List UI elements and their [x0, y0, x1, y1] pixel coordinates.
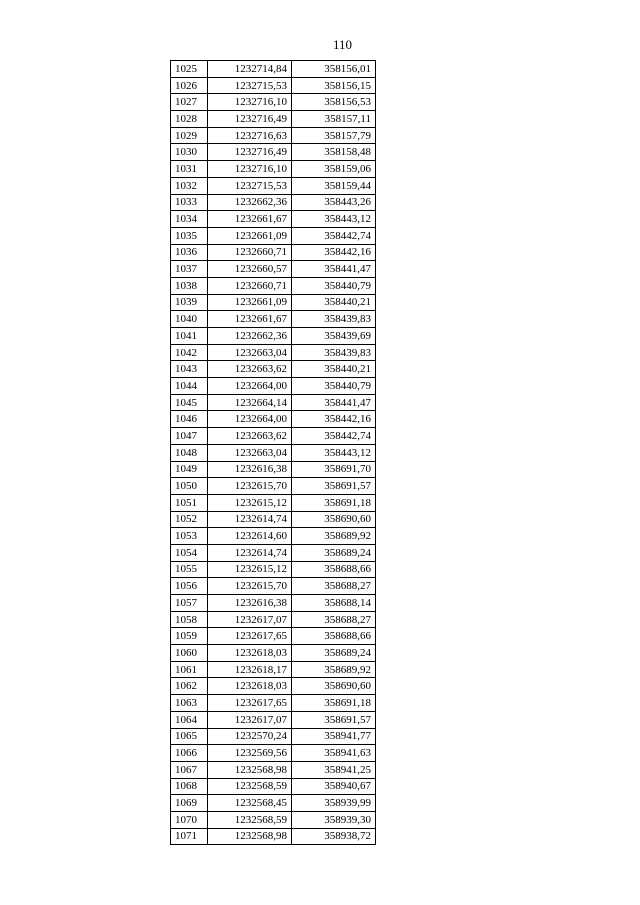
y-coordinate-cell: 358688,66: [292, 628, 376, 645]
x-coordinate-cell: 1232616,38: [208, 461, 292, 478]
point-number-cell: 1056: [171, 578, 208, 595]
table-row: [171, 394, 376, 411]
table-row: [171, 328, 376, 345]
table-row: [171, 61, 376, 78]
point-number-cell: 1029: [171, 127, 208, 144]
point-number-cell: 1053: [171, 528, 208, 545]
table-row: [171, 645, 376, 662]
x-coordinate-cell: 1232661,67: [208, 311, 292, 328]
x-coordinate-cell: 1232664,00: [208, 411, 292, 428]
table-row: [171, 311, 376, 328]
x-coordinate-cell: 1232664,00: [208, 378, 292, 395]
x-coordinate-cell: 1232617,65: [208, 695, 292, 712]
table-row: [171, 461, 376, 478]
y-coordinate-cell: 358691,18: [292, 494, 376, 511]
point-number-cell: 1028: [171, 111, 208, 128]
table-row: [171, 561, 376, 578]
table-row: [171, 127, 376, 144]
point-number-cell: 1069: [171, 795, 208, 812]
x-coordinate-cell: 1232618,17: [208, 661, 292, 678]
y-coordinate-cell: 358440,79: [292, 378, 376, 395]
x-coordinate-cell: 1232568,45: [208, 795, 292, 812]
table-row: [171, 277, 376, 294]
table-row: [171, 661, 376, 678]
table-row: [171, 528, 376, 545]
y-coordinate-cell: 358940,67: [292, 778, 376, 795]
point-number-cell: 1046: [171, 411, 208, 428]
y-coordinate-cell: 358442,74: [292, 227, 376, 244]
point-number-cell: 1071: [171, 828, 208, 845]
x-coordinate-cell: 1232662,36: [208, 328, 292, 345]
x-coordinate-cell: 1232616,38: [208, 595, 292, 612]
point-number-cell: 1026: [171, 77, 208, 94]
x-coordinate-cell: 1232568,59: [208, 778, 292, 795]
x-coordinate-cell: 1232716,63: [208, 127, 292, 144]
point-number-cell: 1065: [171, 728, 208, 745]
x-coordinate-cell: 1232663,62: [208, 428, 292, 445]
y-coordinate-cell: 358157,11: [292, 111, 376, 128]
y-coordinate-cell: 358440,79: [292, 277, 376, 294]
point-number-cell: 1064: [171, 711, 208, 728]
table-row: [171, 711, 376, 728]
point-number-cell: 1039: [171, 294, 208, 311]
point-number-cell: 1067: [171, 761, 208, 778]
point-number-cell: 1041: [171, 328, 208, 345]
table-row: [171, 261, 376, 278]
y-coordinate-cell: 358938,72: [292, 828, 376, 845]
point-number-cell: 1048: [171, 444, 208, 461]
y-coordinate-cell: 358689,24: [292, 544, 376, 561]
table-row: [171, 361, 376, 378]
x-coordinate-cell: 1232614,74: [208, 511, 292, 528]
y-coordinate-cell: 358939,99: [292, 795, 376, 812]
y-coordinate-cell: 358439,69: [292, 328, 376, 345]
y-coordinate-cell: 358156,53: [292, 94, 376, 111]
y-coordinate-cell: 358158,48: [292, 144, 376, 161]
table-row: [171, 678, 376, 695]
page-number: 110: [333, 37, 353, 52]
x-coordinate-cell: 1232617,07: [208, 711, 292, 728]
y-coordinate-cell: 358690,60: [292, 511, 376, 528]
x-coordinate-cell: 1232569,56: [208, 745, 292, 762]
y-coordinate-cell: 358157,79: [292, 127, 376, 144]
y-coordinate-cell: 358156,15: [292, 77, 376, 94]
y-coordinate-cell: 358941,77: [292, 728, 376, 745]
point-number-cell: 1058: [171, 611, 208, 628]
y-coordinate-cell: 358941,25: [292, 761, 376, 778]
table-row: [171, 227, 376, 244]
table-row: [171, 761, 376, 778]
y-coordinate-cell: 358689,92: [292, 528, 376, 545]
x-coordinate-cell: 1232716,49: [208, 111, 292, 128]
y-coordinate-cell: 358441,47: [292, 261, 376, 278]
y-coordinate-cell: 358443,12: [292, 211, 376, 228]
y-coordinate-cell: 358688,66: [292, 561, 376, 578]
table-row: [171, 378, 376, 395]
point-number-cell: 1062: [171, 678, 208, 695]
x-coordinate-cell: 1232716,10: [208, 94, 292, 111]
x-coordinate-cell: 1232660,71: [208, 277, 292, 294]
x-coordinate-cell: 1232614,74: [208, 544, 292, 561]
point-number-cell: 1047: [171, 428, 208, 445]
point-number-cell: 1066: [171, 745, 208, 762]
y-coordinate-cell: 358442,16: [292, 411, 376, 428]
table-row: [171, 595, 376, 612]
y-coordinate-cell: 358156,01: [292, 61, 376, 78]
table-row: [171, 411, 376, 428]
y-coordinate-cell: 358691,18: [292, 695, 376, 712]
point-number-cell: 1068: [171, 778, 208, 795]
table-row: [171, 77, 376, 94]
y-coordinate-cell: 358941,63: [292, 745, 376, 762]
point-number-cell: 1032: [171, 177, 208, 194]
y-coordinate-cell: 358440,21: [292, 361, 376, 378]
y-coordinate-cell: 358691,57: [292, 478, 376, 495]
table-row: [171, 194, 376, 211]
point-number-cell: 1031: [171, 161, 208, 178]
x-coordinate-cell: 1232716,10: [208, 161, 292, 178]
table-row: [171, 828, 376, 845]
point-number-cell: 1044: [171, 378, 208, 395]
y-coordinate-cell: 358443,12: [292, 444, 376, 461]
table-row: [171, 695, 376, 712]
x-coordinate-cell: 1232660,57: [208, 261, 292, 278]
point-number-cell: 1038: [171, 277, 208, 294]
table-row: [171, 795, 376, 812]
table-row: [171, 294, 376, 311]
y-coordinate-cell: 358939,30: [292, 811, 376, 828]
coordinates-table: [170, 60, 376, 845]
x-coordinate-cell: 1232568,98: [208, 828, 292, 845]
table-row: [171, 494, 376, 511]
table-row: [171, 544, 376, 561]
y-coordinate-cell: 358691,70: [292, 461, 376, 478]
y-coordinate-cell: 358159,06: [292, 161, 376, 178]
point-number-cell: 1051: [171, 494, 208, 511]
x-coordinate-cell: 1232618,03: [208, 678, 292, 695]
table-row: [171, 778, 376, 795]
point-number-cell: 1045: [171, 394, 208, 411]
x-coordinate-cell: 1232615,12: [208, 561, 292, 578]
y-coordinate-cell: 358439,83: [292, 311, 376, 328]
y-coordinate-cell: 358689,24: [292, 645, 376, 662]
y-coordinate-cell: 358689,92: [292, 661, 376, 678]
x-coordinate-cell: 1232614,60: [208, 528, 292, 545]
point-number-cell: 1060: [171, 645, 208, 662]
y-coordinate-cell: 358688,27: [292, 611, 376, 628]
x-coordinate-cell: 1232661,67: [208, 211, 292, 228]
point-number-cell: 1043: [171, 361, 208, 378]
y-coordinate-cell: 358688,27: [292, 578, 376, 595]
table-row: [171, 478, 376, 495]
y-coordinate-cell: 358443,26: [292, 194, 376, 211]
point-number-cell: 1059: [171, 628, 208, 645]
x-coordinate-cell: 1232661,09: [208, 294, 292, 311]
table-row: [171, 344, 376, 361]
table-row: [171, 111, 376, 128]
x-coordinate-cell: 1232715,53: [208, 77, 292, 94]
point-number-cell: 1050: [171, 478, 208, 495]
x-coordinate-cell: 1232662,36: [208, 194, 292, 211]
x-coordinate-cell: 1232615,70: [208, 578, 292, 595]
y-coordinate-cell: 358688,14: [292, 595, 376, 612]
point-number-cell: 1055: [171, 561, 208, 578]
table-row: [171, 511, 376, 528]
y-coordinate-cell: 358442,16: [292, 244, 376, 261]
x-coordinate-cell: 1232568,59: [208, 811, 292, 828]
y-coordinate-cell: 358441,47: [292, 394, 376, 411]
x-coordinate-cell: 1232661,09: [208, 227, 292, 244]
point-number-cell: 1036: [171, 244, 208, 261]
point-number-cell: 1052: [171, 511, 208, 528]
table-row: [171, 578, 376, 595]
x-coordinate-cell: 1232617,65: [208, 628, 292, 645]
point-number-cell: 1070: [171, 811, 208, 828]
table-row: [171, 177, 376, 194]
x-coordinate-cell: 1232715,53: [208, 177, 292, 194]
point-number-cell: 1049: [171, 461, 208, 478]
x-coordinate-cell: 1232663,04: [208, 344, 292, 361]
x-coordinate-cell: 1232664,14: [208, 394, 292, 411]
table-row: [171, 161, 376, 178]
table-row: [171, 144, 376, 161]
y-coordinate-cell: 358691,57: [292, 711, 376, 728]
table-row: [171, 244, 376, 261]
x-coordinate-cell: 1232615,70: [208, 478, 292, 495]
point-number-cell: 1027: [171, 94, 208, 111]
x-coordinate-cell: 1232716,49: [208, 144, 292, 161]
y-coordinate-cell: 358159,44: [292, 177, 376, 194]
point-number-cell: 1063: [171, 695, 208, 712]
point-number-cell: 1057: [171, 595, 208, 612]
y-coordinate-cell: 358440,21: [292, 294, 376, 311]
point-number-cell: 1035: [171, 227, 208, 244]
y-coordinate-cell: 358442,74: [292, 428, 376, 445]
point-number-cell: 1033: [171, 194, 208, 211]
x-coordinate-cell: 1232618,03: [208, 645, 292, 662]
table-row: [171, 94, 376, 111]
x-coordinate-cell: 1232663,62: [208, 361, 292, 378]
table-row: [171, 745, 376, 762]
table-row: [171, 611, 376, 628]
x-coordinate-cell: 1232617,07: [208, 611, 292, 628]
point-number-cell: 1040: [171, 311, 208, 328]
x-coordinate-cell: 1232615,12: [208, 494, 292, 511]
x-coordinate-cell: 1232570,24: [208, 728, 292, 745]
point-number-cell: 1030: [171, 144, 208, 161]
y-coordinate-cell: 358439,83: [292, 344, 376, 361]
table-row: [171, 811, 376, 828]
x-coordinate-cell: 1232714,84: [208, 61, 292, 78]
table-row: [171, 444, 376, 461]
table-row: [171, 211, 376, 228]
x-coordinate-cell: 1232568,98: [208, 761, 292, 778]
point-number-cell: 1042: [171, 344, 208, 361]
table-row: [171, 628, 376, 645]
table-row: [171, 728, 376, 745]
point-number-cell: 1034: [171, 211, 208, 228]
point-number-cell: 1054: [171, 544, 208, 561]
coordinates-table-body: [171, 61, 376, 845]
point-number-cell: 1037: [171, 261, 208, 278]
table-row: [171, 428, 376, 445]
x-coordinate-cell: 1232660,71: [208, 244, 292, 261]
x-coordinate-cell: 1232663,04: [208, 444, 292, 461]
y-coordinate-cell: 358690,60: [292, 678, 376, 695]
point-number-cell: 1025: [171, 61, 208, 78]
point-number-cell: 1061: [171, 661, 208, 678]
